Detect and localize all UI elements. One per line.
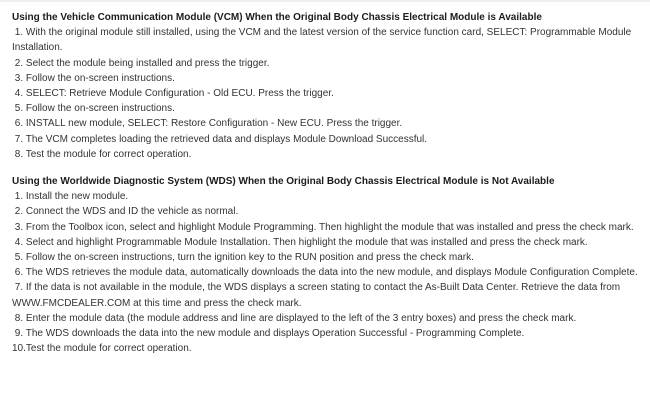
instruction-step: 7. If the data is not available in the module, the WDS displays a screen stating to contact the As-Built Data Center. Retrieve the data from WWW.FMCDEALER.COM at this time and press the check mark. — [12, 282, 623, 309]
instruction-step: 1. With the original module still installed, using the VCM and the latest version of the service function card, SELECT: Programmable Module Installation. — [12, 27, 634, 54]
instruction-step: 5. Follow the on-screen instructions. — [12, 103, 175, 115]
instruction-step: 8. Test the module for correct operation. — [12, 148, 192, 160]
instruction-step: 7. The VCM completes loading the retrieved data and displays Module Download Successful. — [12, 133, 428, 145]
instruction-step: 5. Follow the on-screen instructions, turn the ignition key to the RUN position and press the check mark. — [12, 252, 474, 264]
instruction-step: 10.Test the module for correct operation. — [12, 343, 192, 355]
section-wds-instructions — [12, 174, 640, 356]
step-list-wds — [12, 189, 640, 356]
instruction-step: 3. From the Toolbox icon, select and highlight Module Programming. Then highlight the module that was installed and press the check mark. — [12, 221, 634, 233]
instruction-step: 6. The WDS retrieves the module data, automatically downloads the data into the new module, and displays Module Configuration Complete. — [12, 267, 638, 279]
section-heading-wds: Using the Worldwide Diagnostic System (WDS) When the Original Body Chassis Electrical Module is Not Available — [12, 176, 555, 188]
instruction-step: 8. Enter the module data (the module address and line are displayed to the left of the 3 entry boxes) and press the check mark. — [12, 312, 577, 324]
page-top-edge — [0, 0, 650, 2]
instruction-step: 6. INSTALL new module, SELECT: Restore Configuration - New ECU. Press the trigger. — [12, 118, 403, 130]
instruction-step: 4. Select and highlight Programmable Module Installation. Then highlight the module that was installed and press the check mark. — [12, 236, 588, 248]
section-heading-vcm: Using the Vehicle Communication Module (VCM) When the Original Body Chassis Electrical Module is Available — [12, 12, 542, 23]
instruction-step: 2. Select the module being installed and press the trigger. — [12, 57, 270, 69]
step-list-vcm — [12, 25, 640, 162]
instruction-step: 2. Connect the WDS and ID the vehicle as normal. — [12, 206, 239, 218]
instruction-step: 3. Follow the on-screen instructions. — [12, 72, 175, 84]
instruction-step: 1. Install the new module. — [12, 191, 129, 203]
instruction-step: 4. SELECT: Retrieve Module Configuration - Old ECU. Press the trigger. — [12, 88, 334, 100]
instruction-step: 9. The WDS downloads the data into the new module and displays Operation Successful - Programming Complete. — [12, 328, 525, 340]
section-vcm-instructions — [12, 10, 640, 162]
